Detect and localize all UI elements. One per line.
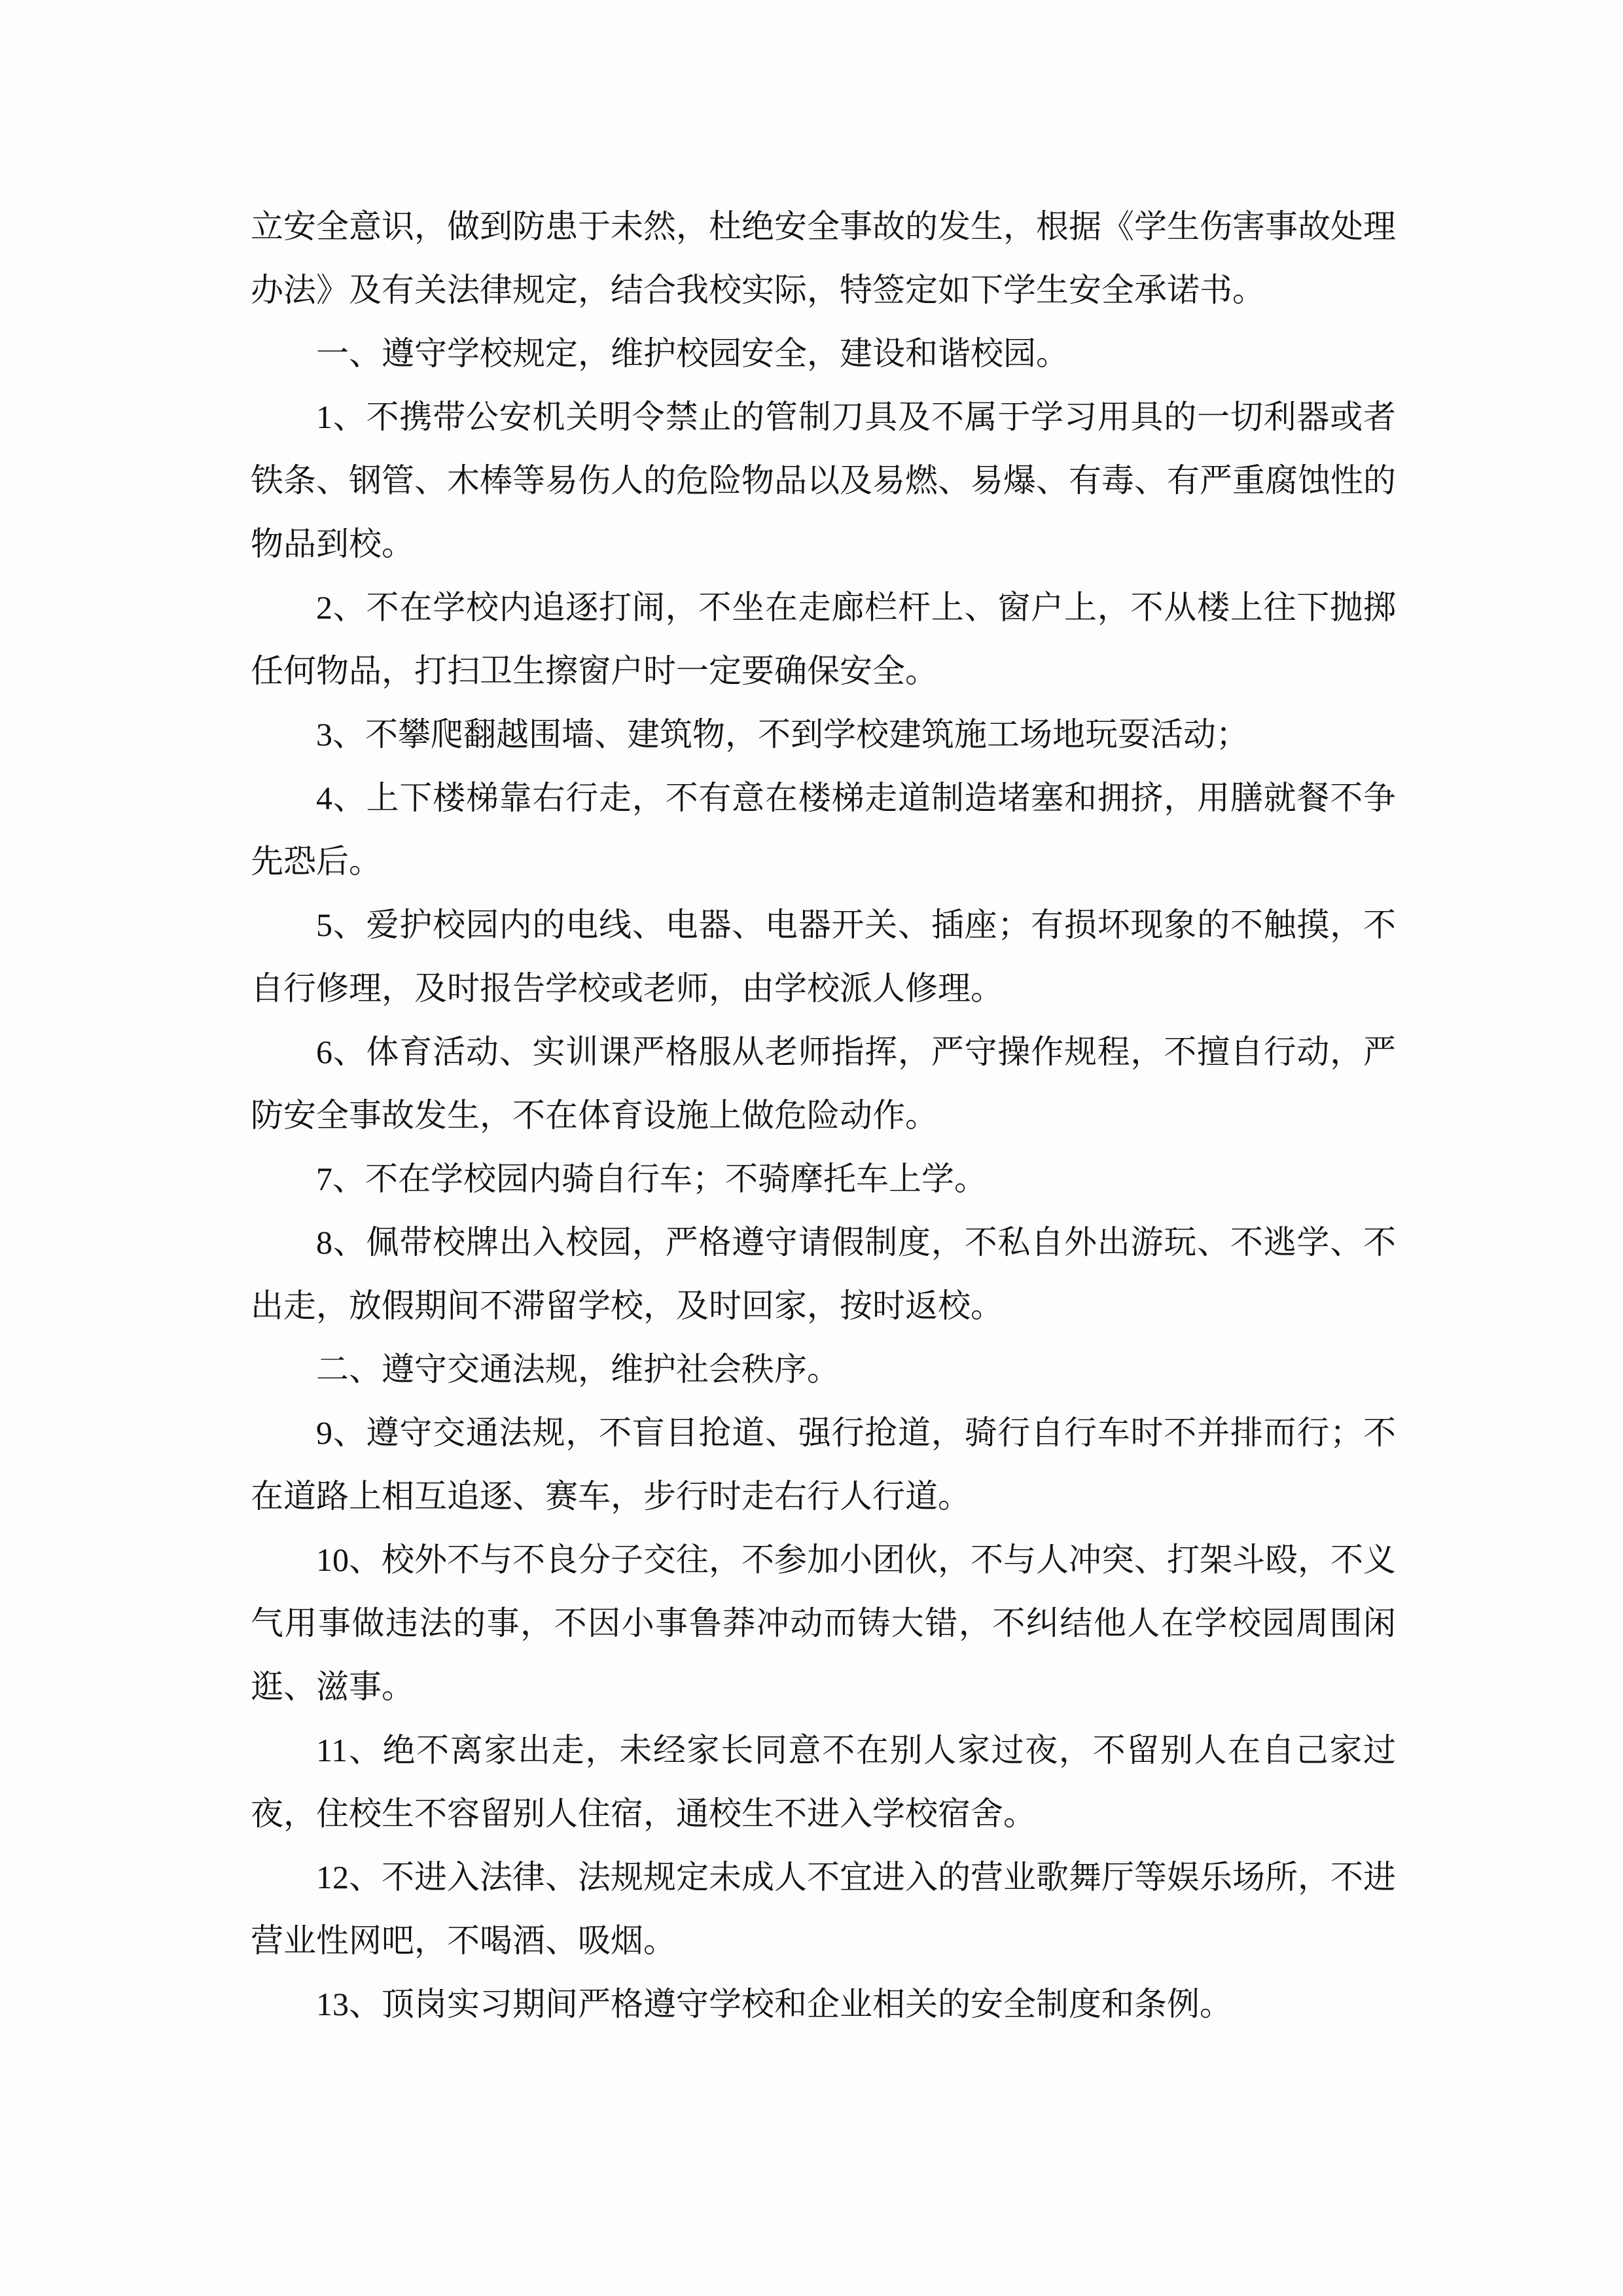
paragraph: 5、爱护校园内的电线、电器、电器开关、插座；有损坏现象的不触摸，不自行修理，及时报告学校或老师，由学校派人修理。: [251, 906, 1396, 1007]
paragraph: 9、遵守交通法规，不盲目抢道、强行抢道，骑行自行车时不并排而行；不在道路上相互追逐、赛车，步行时走右行人行道。: [251, 1414, 1396, 1515]
paragraph: 1、不携带公安机关明令禁止的管制刀具及不属于学习用具的一切利器或者铁条、钢管、木棒等易伤人的危险物品以及易燃、易爆、有毒、有严重腐蚀性的物品到校。: [251, 399, 1396, 562]
paragraph: 10、校外不与不良分子交往，不参加小团伙，不与人冲突、打架斗殴，不义气用事做违法的事，不因小事鲁莽冲动而铸大错，不纠结他人在学校园周围闲逛、滋事。: [251, 1541, 1396, 1705]
paragraph: 11、绝不离家出走，未经家长同意不在别人家过夜，不留别人在自己家过夜，住校生不容留别人住宿，通校生不进入学校宿舍。: [251, 1732, 1396, 1832]
paragraph: 12、不进入法律、法规规定未成人不宜进入的营业歌舞厅等娱乐场所，不进营业性网吧，不喝酒、吸烟。: [251, 1859, 1396, 1959]
paragraph: 3、不攀爬翻越围墙、建筑物，不到学校建筑施工场地玩耍活动；: [316, 716, 1249, 753]
document-body: [251, 195, 1396, 2036]
paragraph: 2、不在学校内追逐打闹，不坐在走廊栏杆上、窗户上，不从楼上往下抛掷任何物品，打扫卫生擦窗户时一定要确保安全。: [251, 589, 1396, 689]
paragraph: 7、不在学校园内骑自行车；不骑摩托车上学。: [316, 1160, 987, 1197]
paragraph: 13、顶岗实习期间严格遵守学校和企业相关的安全制度和条例。: [316, 1986, 1232, 2022]
paragraph: 8、佩带校牌出入校园，严格遵守请假制度，不私自外出游玩、不逃学、不出走，放假期间不滞留学校，及时回家，按时返校。: [251, 1224, 1396, 1324]
paragraph: 立安全意识，做到防患于未然，杜绝安全事故的发生，根据《学生伤害事故处理办法》及有关法律规定，结合我校实际，特签定如下学生安全承诺书。: [251, 208, 1396, 308]
paragraph: 二、遵守交通法规，维护社会秩序。: [316, 1351, 840, 1388]
paragraph: 4、上下楼梯靠右行走，不有意在楼梯走道制造堵塞和拥挤，用膳就餐不争先恐后。: [251, 780, 1396, 880]
paragraph: 一、遵守学校规定，维护校园安全，建设和谐校园。: [316, 335, 1069, 372]
paragraph: 6、体育活动、实训课严格服从老师指挥，严守操作规程，不擅自行动，严防安全事故发生，不在体育设施上做危险动作。: [251, 1033, 1396, 1134]
